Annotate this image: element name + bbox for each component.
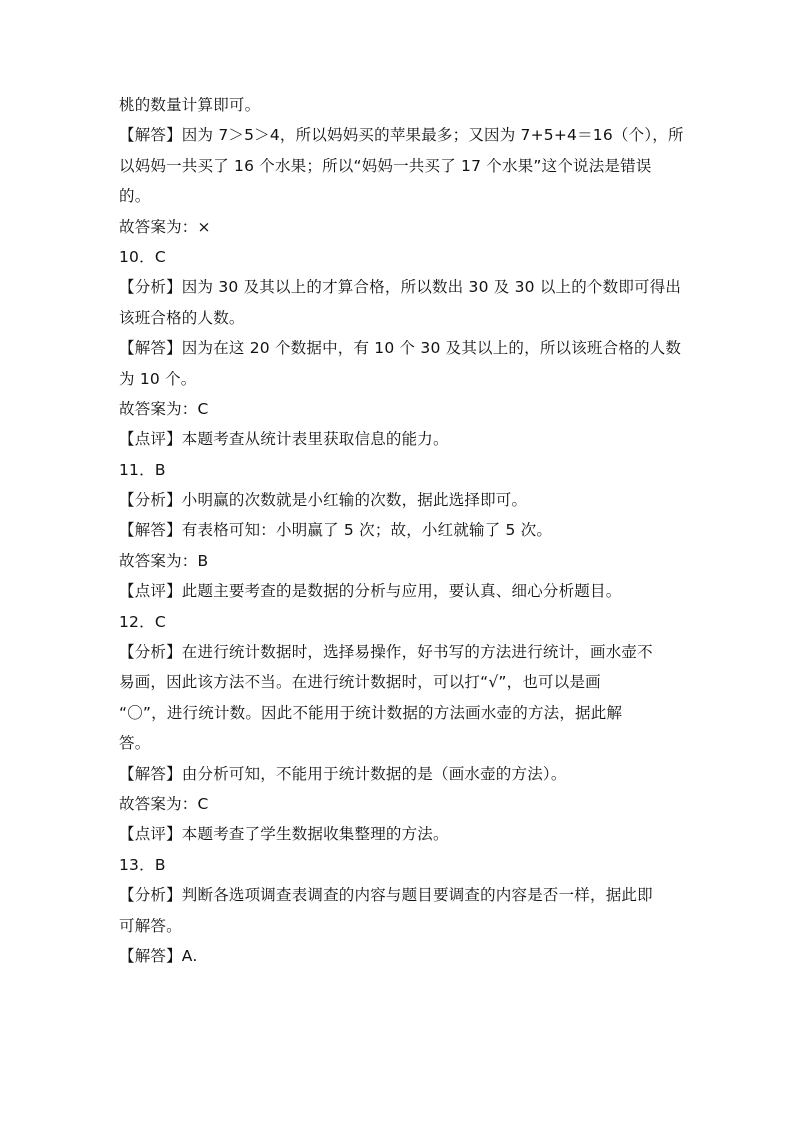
question-number: 10．C <box>119 247 166 266</box>
text-line: 【分析】小明赢的次数就是小红输的次数，据此选择即可。 <box>119 491 528 510</box>
text-line: 以妈妈一共买了 16 个水果；所以“妈妈一共买了 17 个水果”这个说法是错误 <box>119 156 652 175</box>
answer-text-body <box>119 90 689 971</box>
text-line: 【分析】因为 30 及其以上的才算合格，所以数出 30 及 30 以上的个数即可得出 <box>119 278 682 297</box>
text-line: 的。 <box>119 187 151 206</box>
text-line: 【解答】因为 7＞5＞4，所以妈妈买的苹果最多；又因为 7+5+4＝16（个），所 <box>119 126 684 145</box>
question-number: 11．B <box>119 460 166 479</box>
text-line: 【解答】有表格可知：小明赢了 5 次；故，小红就输了 5 次。 <box>119 521 553 540</box>
text-line: 故答案为：× <box>119 217 211 236</box>
text-line: 【点评】此题主要考查的是数据的分析与应用，要认真、细心分析题目。 <box>119 582 622 601</box>
text-line: 故答案为：C <box>119 399 209 418</box>
text-line: 【解答】由分析可知，不能用于统计数据的是（画水壶的方法）。 <box>119 764 567 783</box>
text-line: 【分析】在进行统计数据时，选择易操作，好书写的方法进行统计，画水壶不 <box>119 643 653 662</box>
text-line: 易画，因此该方法不当。在进行统计数据时，可以打“√”，也可以是画 <box>119 673 601 692</box>
text-line: “〇”，进行统计数。因此不能用于统计数据的方法画水壶的方法，据此解 <box>119 703 623 722</box>
question-number: 13．B <box>119 855 166 874</box>
text-line: 桃的数量计算即可。 <box>119 96 261 114</box>
text-line: 【点评】本题考查从统计表里获取信息的能力。 <box>119 430 449 449</box>
text-line: 为 10 个。 <box>119 369 197 388</box>
text-line: 可解答。 <box>119 916 182 935</box>
text-line: 该班合格的人数。 <box>119 308 245 327</box>
question-number: 12．C <box>119 612 166 631</box>
text-line: 【解答】A. <box>119 946 198 965</box>
text-line: 故答案为：B <box>119 551 209 570</box>
text-line: 故答案为：C <box>119 794 209 813</box>
text-line: 【分析】判断各选项调查表调查的内容与题目要调查的内容是否一样，据此即 <box>119 886 653 905</box>
text-line: 答。 <box>119 734 151 753</box>
text-line: 【点评】本题考查了学生数据收集整理的方法。 <box>119 825 449 844</box>
text-line: 【解答】因为在这 20 个数据中，有 10 个 30 及其以上的，所以该班合格的人数 <box>119 339 682 358</box>
